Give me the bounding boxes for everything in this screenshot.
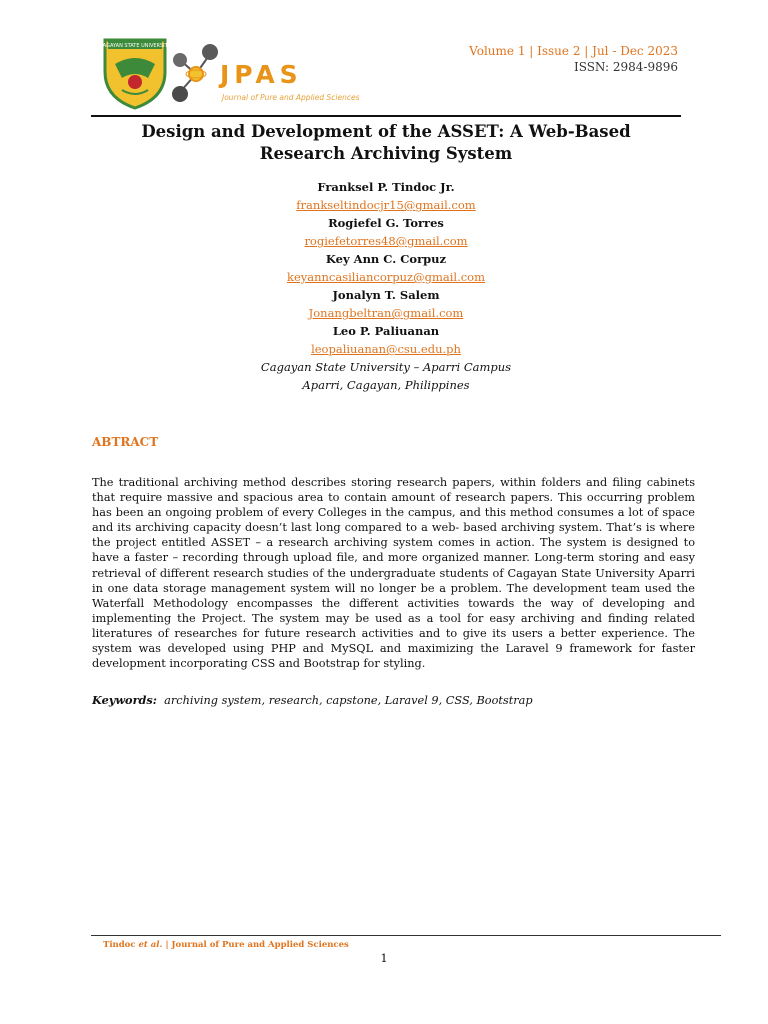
author-email-link[interactable]: leopaliuanan@csu.edu.ph bbox=[311, 342, 461, 356]
affiliation-line-1: Cagayan State University – Aparri Campus bbox=[260, 360, 512, 374]
footer-et-al: et al. bbox=[138, 940, 163, 950]
title-line-2: Research Archiving System bbox=[259, 144, 513, 163]
footer-journal: | Journal of Pure and Applied Sciences bbox=[165, 940, 349, 950]
abstract-body: The traditional archiving method describes storing research papers, within folders and filing cabinets that require massive and spacious area to contain amount of research papers. This occurring problem has been an ongoing problem of every Colleges in the campus, and this method consumes a lot of space and its archiving capacity doesn’t last long compared to a web- based archiving system. That’s is where the project entitled ASSET – a research archiving system comes in action. The system is designed to have a faster – recording through upload file, and more organized manner. Long-term storing and easy retrieval of different research studies of the undergraduate students of Cagayan State University Aparri in one data storage management system will no longer be a problem. The development team used the Waterfall Methodology encompasses the different activities towards the way of developing and implementing the Project. The system may be used as a tool for easy archiving and finding related literatures of researches for future research activities and to give its users a better experience. The system was developed using PHP and MySQL and maximizing the Laravel 9 framework for faster development incorporating CSS and Bootstrap for styling. bbox=[92, 476, 695, 671]
journal-acronym: JPAS bbox=[220, 60, 303, 89]
running-footer bbox=[103, 940, 349, 950]
author-name: Franksel P. Tindoc Jr. bbox=[317, 180, 455, 194]
keywords-text: archiving system, research, capstone, Laravel 9, CSS, Bootstrap bbox=[164, 694, 533, 707]
page-number: 1 bbox=[380, 951, 388, 965]
author-name: Rogiefel G. Torres bbox=[328, 216, 444, 230]
paper-title bbox=[91, 121, 681, 165]
science-molecule-icon bbox=[168, 40, 224, 106]
author-name: Jonalyn T. Salem bbox=[332, 288, 440, 302]
author-email-link[interactable]: keyanncasiliancorpuz@gmail.com bbox=[286, 270, 486, 284]
author-list bbox=[91, 178, 681, 394]
author-email-link[interactable]: rogiefetorres48@gmail.com bbox=[304, 234, 468, 248]
author-email-link[interactable]: frankseltindocjr15@gmail.com bbox=[296, 198, 476, 212]
issue-line: Volume 1 | Issue 2 | Jul - Dec 2023 bbox=[469, 44, 678, 58]
footer-divider bbox=[91, 935, 721, 936]
author-name: Leo P. Paliuanan bbox=[332, 324, 440, 338]
keywords-line bbox=[92, 693, 695, 707]
seal-text: CAGAYAN STATE UNIVERSITY bbox=[100, 43, 171, 49]
title-line-1: Design and Development of the ASSET: A Web-Based bbox=[141, 122, 631, 141]
journal-name: Journal of Pure and Applied Sciences bbox=[222, 93, 360, 102]
author-email-link[interactable]: Jonangbeltran@gmail.com bbox=[308, 306, 464, 320]
footer-author: Tindoc bbox=[103, 940, 136, 950]
issn-line: ISSN: 2984-9896 bbox=[573, 60, 678, 74]
abstract-heading: ABTRACT bbox=[92, 435, 159, 449]
author-name: Key Ann C. Corpuz bbox=[325, 252, 447, 266]
keywords-label: Keywords: bbox=[92, 693, 157, 707]
header-divider bbox=[91, 115, 681, 117]
affiliation-line-2: Aparri, Cagayan, Philippines bbox=[302, 378, 470, 392]
